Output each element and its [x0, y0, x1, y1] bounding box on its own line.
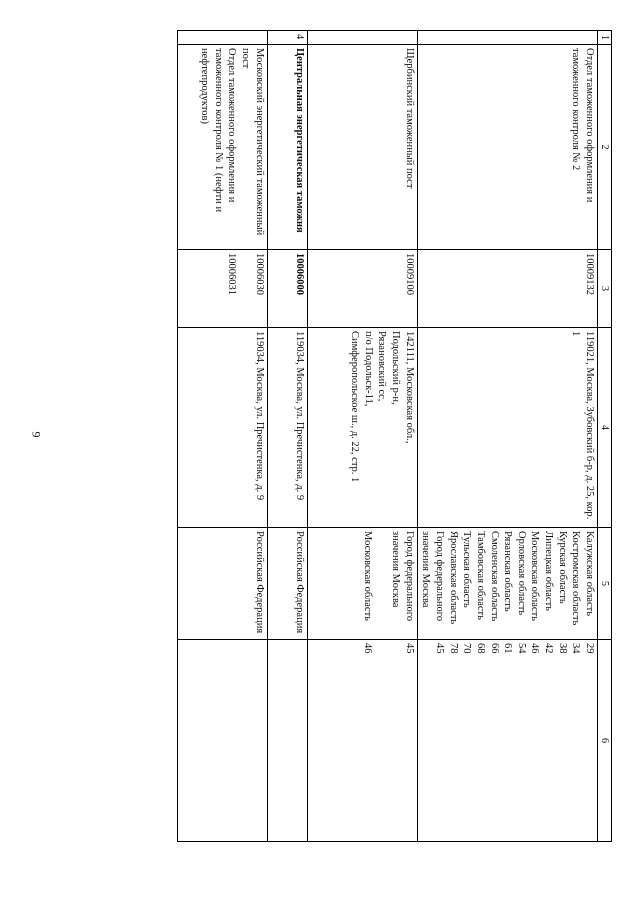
customs-office-names: [177, 45, 267, 250]
region-list: [417, 528, 597, 640]
customs-office-name: Отдел таможенного оформления и таможенного контроля № 1 (нефти и нефтепродуктов): [199, 48, 238, 213]
office-code: 10009132: [417, 250, 597, 328]
table-row: [307, 31, 417, 842]
region-name: Тамбовская область: [474, 531, 486, 620]
customs-office-name: Центральная энергетическая таможня: [267, 45, 307, 250]
region-code: 38: [556, 643, 568, 654]
office-code: 10006031: [226, 253, 238, 295]
region-code: 46: [362, 643, 374, 654]
column-header: 2: [598, 45, 612, 250]
region-name: Курская область: [556, 531, 568, 604]
customs-office-name: Отдел таможенного оформления и таможенного контроля № 2: [417, 45, 597, 250]
region-name: Калужская область: [584, 531, 595, 617]
region-code-list: [417, 640, 597, 842]
region-name: Московская область: [362, 531, 374, 621]
office-code: 10006000: [267, 250, 307, 328]
office-address: 119034, Москва, ул. Пречистенка, д. 9: [177, 328, 267, 528]
region-code: 45: [403, 643, 415, 654]
column-header: 4: [598, 328, 612, 528]
office-codes: [177, 250, 267, 328]
region-code: 66: [488, 643, 500, 654]
region-code: 54: [515, 643, 527, 654]
row-number: [307, 31, 417, 45]
address-line: Рязановский сс,: [376, 331, 388, 402]
row-number: [177, 31, 267, 45]
region-code: 68: [474, 643, 486, 654]
region-name: Город федерального значения Москва: [420, 531, 445, 622]
column-header-row: [598, 31, 612, 842]
office-address: 119021, Москва, Зубовский б-р, д. 25, кор. 1: [417, 328, 597, 528]
address-line: 142111, Московская обл.,: [403, 331, 415, 444]
address-line: п/о Подольск-11,: [362, 331, 374, 407]
row-number: 4: [267, 31, 307, 45]
region-name: Липецкая область: [543, 531, 555, 611]
table-row: [267, 31, 307, 842]
region-code: 34: [570, 643, 582, 654]
region-code: [267, 640, 307, 842]
region-code: 42: [543, 643, 555, 654]
region-name: Костромская область: [570, 531, 582, 626]
page-number: 9: [29, 431, 44, 438]
region-code: 78: [447, 643, 459, 654]
region-code: 29: [584, 643, 595, 654]
address-line: Симферопольское ш., д. 22, стр. 1: [349, 331, 361, 483]
region-list: [307, 528, 417, 640]
region-name: Орловская область: [515, 531, 527, 616]
customs-table: [177, 30, 612, 842]
column-header: 6: [598, 640, 612, 842]
address-line: Подольский р-н,: [390, 331, 402, 405]
column-header: 5: [598, 528, 612, 640]
region-name: Тульская область: [461, 531, 473, 608]
row-number: [417, 31, 597, 45]
region-name: Российская Федерация: [177, 528, 267, 640]
region-name: Российская Федерация: [267, 528, 307, 640]
region-code: 46: [529, 643, 541, 654]
region-name: Московская область: [529, 531, 541, 621]
region-name: Рязанская область: [502, 531, 514, 612]
region-code: [177, 640, 267, 842]
region-name: Ярославская область: [447, 531, 459, 625]
region-code: 45: [433, 643, 445, 654]
office-code: 10009100: [307, 250, 417, 328]
region-name: Город федерального значения Москва: [390, 531, 415, 622]
office-code: 10006030: [253, 253, 265, 295]
region-name: Смоленская область: [488, 531, 500, 622]
column-header: 1: [598, 31, 612, 45]
region-code: 70: [461, 643, 473, 654]
table-row: [177, 31, 267, 842]
office-address: [307, 328, 417, 528]
region-code: 61: [502, 643, 514, 654]
customs-office-name: Московский энергетический таможенный пост: [240, 48, 265, 236]
table-row: [417, 31, 597, 842]
column-header: 3: [598, 250, 612, 328]
region-code-list: [307, 640, 417, 842]
office-address: 119034, Москва, ул. Пречистенка, д. 9: [267, 328, 307, 528]
customs-office-name: Щербинский таможенный пост: [307, 45, 417, 250]
